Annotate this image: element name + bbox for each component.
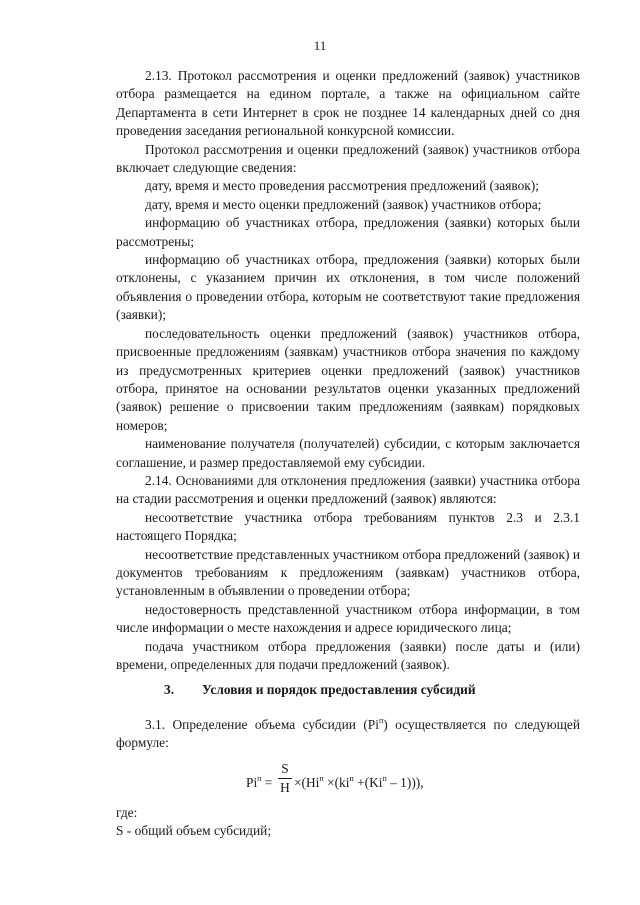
formula-fraction [278,761,292,796]
paragraph: несоответствие представленных участником отбора предложений (заявок) и документов требованиям к предложениям (заявкам) участников отбора, установленным в объявлении о проведении отбора; [116,546,580,599]
paragraph: наименование получателя (получателей) субсидии, с которым заключается соглашение, и размер предоставляемой ему субсидии. [116,436,580,470]
formula-legend [116,804,580,841]
paragraph: 2.13. Протокол рассмотрения и оценки предложений (заявок) участников отбора размещается на едином портале, а также на официальном сайте Департамента в сети Интернет в срок не позднее 14 календарных дней со дня проведения заседания региональной конкурсной комиссии. [116,68,580,139]
paragraph: дату, время и место проведения рассмотрения предложений (заявок); [145,178,539,194]
paragraph: недостоверность представленной участником отбора информации, в том числе информации о месте нахождения и адресе юридического лица; [116,601,580,636]
formula-denominator: Н [280,780,290,795]
legend-label: где: [116,805,138,820]
paragraph: информацию об участниках отбора, предложения (заявки) которых были отклонены, с указанием причин их отклонения, в том числе положений объявления о проведении отбора, которым не соответствуют такие предложения (заявки); [116,252,580,323]
formula-rhs: $\times(Hi^п \times(ki^п +(Ki^п - 1)))$, [294,774,424,790]
paragraph: несоответствие участника отбора требованиям пунктов 2.3 и 2.3.1 настоящего Порядка; [116,509,580,544]
paragraph: дату, время и место оценки предложений (заявок) участников отбора; [145,196,542,212]
intro-superscript: п [378,716,384,725]
section-title: Условия и порядок предоставления субсидий [202,682,476,697]
paragraph: подача участником отбора предложения (заявки) после даты и (или) времени, определенных для подачи предложений (заявок). [116,638,580,672]
intro-text-after: ) осуществляется по следующей формуле: [116,717,580,751]
paragraph: Протокол рассмотрения и оценки предложений (заявок) участников отбора включает следующие сведения: [116,141,580,176]
paragraph: последовательность оценки предложений (заявок) участников отбора, присвоенные предложениям (заявкам) участников отбора значения по каждому из предусмотренных критериев оценки предложений (заявок) участников отбора, принятое на основании результатов оценки указанных предложений (заявок) решение о присвоении таким предложениям (заявкам) порядковых номеров; [116,325,580,433]
formula-intro [116,716,580,753]
document-body [116,67,580,674]
page-number: 11 [313,38,327,53]
fraction-bar [278,778,292,779]
formula-lhs: $Pi^п$ = [246,774,273,790]
section-number: 3. [164,682,175,697]
legend-item: S - общий объем субсидий; [116,823,272,839]
paragraph: 2.14. Основаниями для отклонения предложения (заявки) участника отбора на стадии рассмотрения и оценки предложений (заявок) являются: [116,472,580,507]
paragraph [116,716,580,753]
paragraph: информацию об участниках отбора, предложения (заявки) которых были рассмотрены; [116,215,580,249]
intro-text-before: 3.1. Определение объема субсидии (Pi [145,717,379,732]
formula-numerator: S [281,761,289,776]
